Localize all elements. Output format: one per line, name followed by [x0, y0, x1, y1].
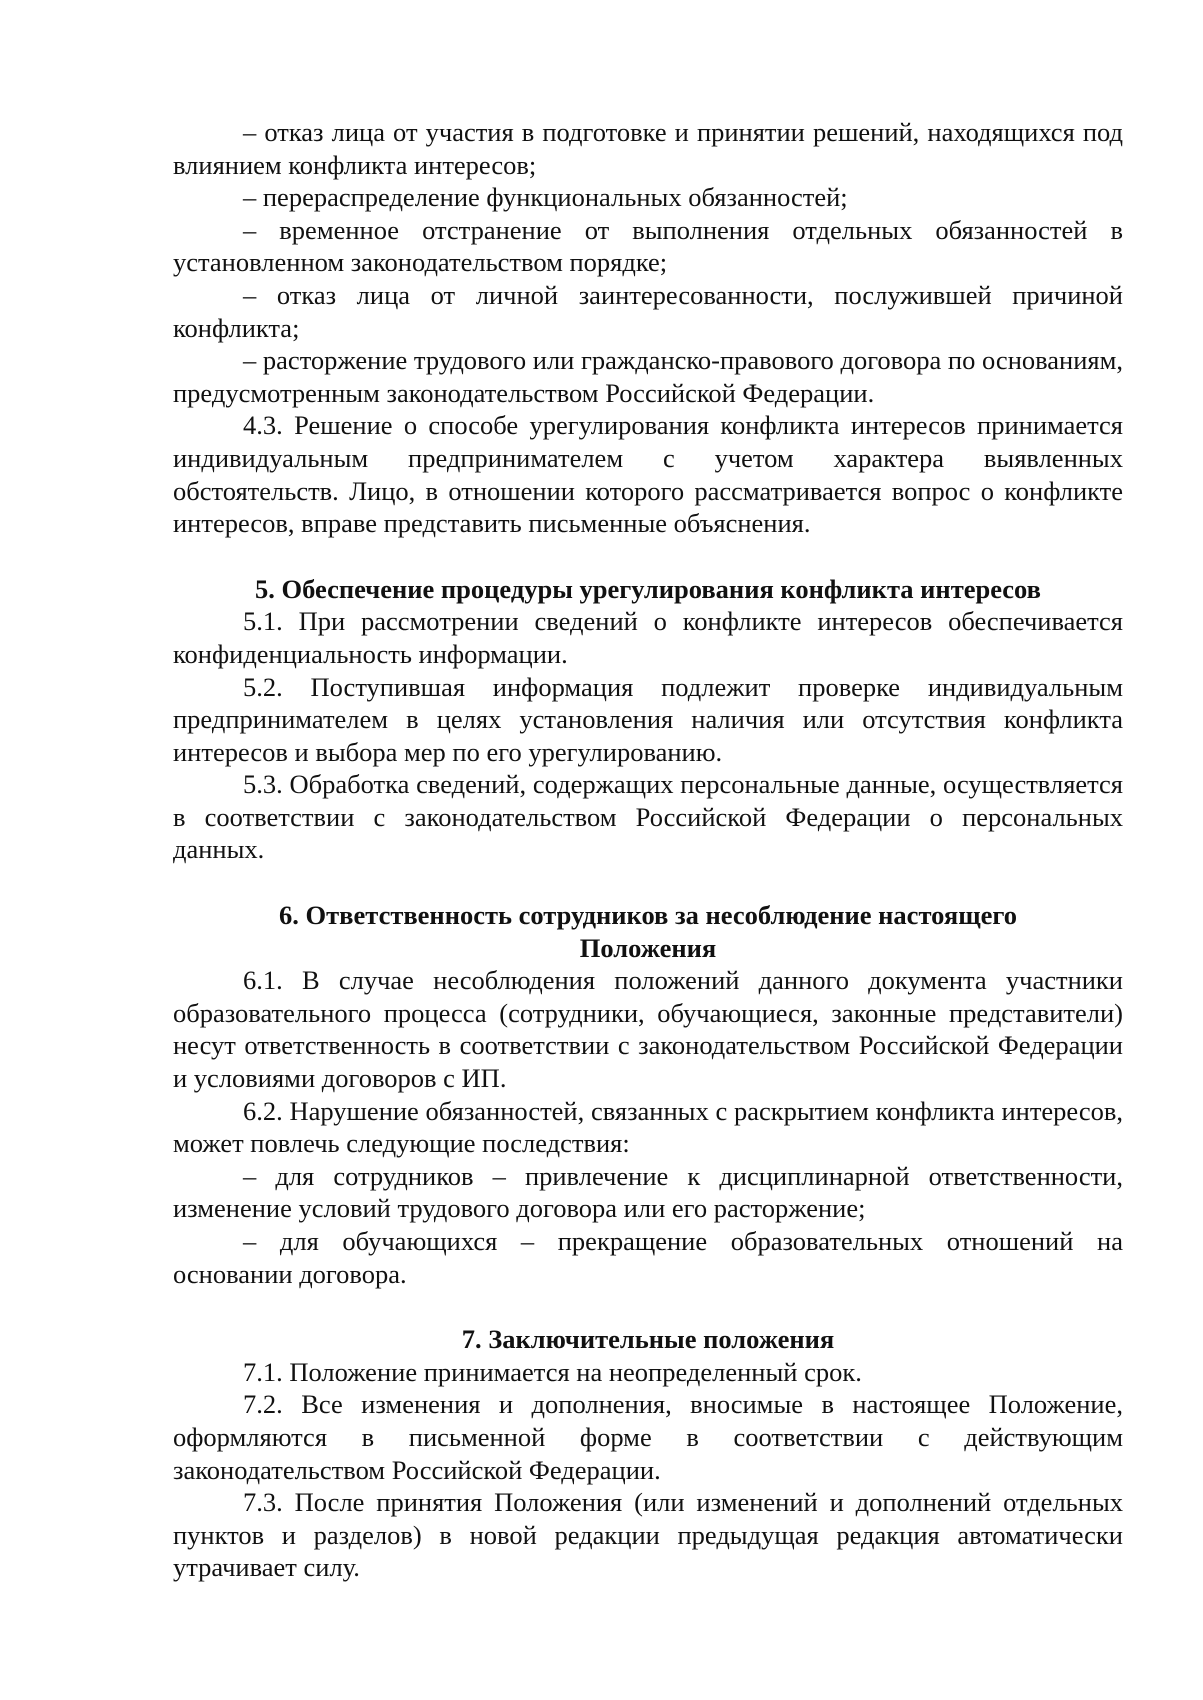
list-item-temporary-suspension: – временное отстранение от выполнения отдельных обязанностей в установленном законодательством порядке; — [173, 214, 1123, 278]
document-page — [173, 116, 1123, 1584]
paragraph-7-2: 7.2. Все изменения и дополнения, вносимые в настоящее Положение, оформляются в письменной форме в соответствии с действующим законодательством Российской Федерации. — [173, 1389, 1123, 1485]
section-5-heading: 5. Обеспечение процедуры урегулирования конфликта интересов — [255, 573, 1041, 604]
paragraph-7-3: 7.3. После принятия Положения (или изменений и дополнений отдельных пунктов и разделов) в новой редакции предыдущая редакция автоматически утрачивает силу. — [173, 1487, 1123, 1583]
section-6-heading-line-2: Положения — [579, 932, 717, 963]
list-item-employees: – для сотрудников – привлечение к дисциплинарной ответственности, изменение условий трудового договора или его расторжение; — [173, 1160, 1123, 1224]
paragraph-5-3: 5.3. Обработка сведений, содержащих персональные данные, осуществляется в соответствии с законодательством Российской Федерации о персональных данных. — [173, 769, 1123, 865]
list-item-termination: – расторжение трудового или гражданско-правового договора по основаниям, предусмотренным законодательством Российской Федерации. — [173, 345, 1123, 408]
list-item-refusal-interest: – отказ лица от личной заинтересованности, послужившей причиной конфликта; — [173, 279, 1123, 343]
paragraph-4-3: 4.3. Решение о способе урегулирования конфликта интересов принимается индивидуальным предпринимателем с учетом характера выявленных обстоятельств. Лицо, в отношении которого рассматривается вопрос о конфликте интересов, вправе представить письменные объяснения. — [173, 410, 1123, 539]
paragraph-7-1: 7.1. Положение принимается на неопределенный срок. — [243, 1356, 862, 1387]
paragraph-6-1: 6.1. В случае несоблюдения положений данного документа участники образовательного процесса (сотрудники, обучающиеся, законные представители) несут ответственность в соответствии с законодательством Российской Федерации и условиями договоров с ИП. — [173, 965, 1123, 1094]
paragraph-5-1: 5.1. При рассмотрении сведений о конфликте интересов обеспечивается конфиденциальность информации. — [173, 606, 1123, 669]
section-gap — [173, 1290, 1123, 1323]
list-item-students: – для обучающихся – прекращение образовательных отношений на основании договора. — [173, 1226, 1123, 1289]
section-7-heading: 7. Заключительные положения — [461, 1324, 835, 1355]
section-gap — [173, 540, 1123, 573]
list-item-redistribution: – перераспределение функциональных обязанностей; — [243, 182, 848, 213]
section-gap — [173, 866, 1123, 899]
paragraph-6-2: 6.2. Нарушение обязанностей, связанных с раскрытием конфликта интересов, может повлечь следующие последствия: — [173, 1095, 1123, 1159]
section-6-heading-line-1: 6. Ответственность сотрудников за несоблюдение настоящего — [279, 900, 1017, 931]
list-item-refusal-participation: – отказ лица от участия в подготовке и принятии решений, находящихся под влиянием конфликта интересов; — [173, 117, 1123, 180]
paragraph-5-2: 5.2. Поступившая информация подлежит проверке индивидуальным предпринимателем в целях установления наличия или отсутствия конфликта интересов и выбора мер по его урегулированию. — [173, 671, 1123, 767]
